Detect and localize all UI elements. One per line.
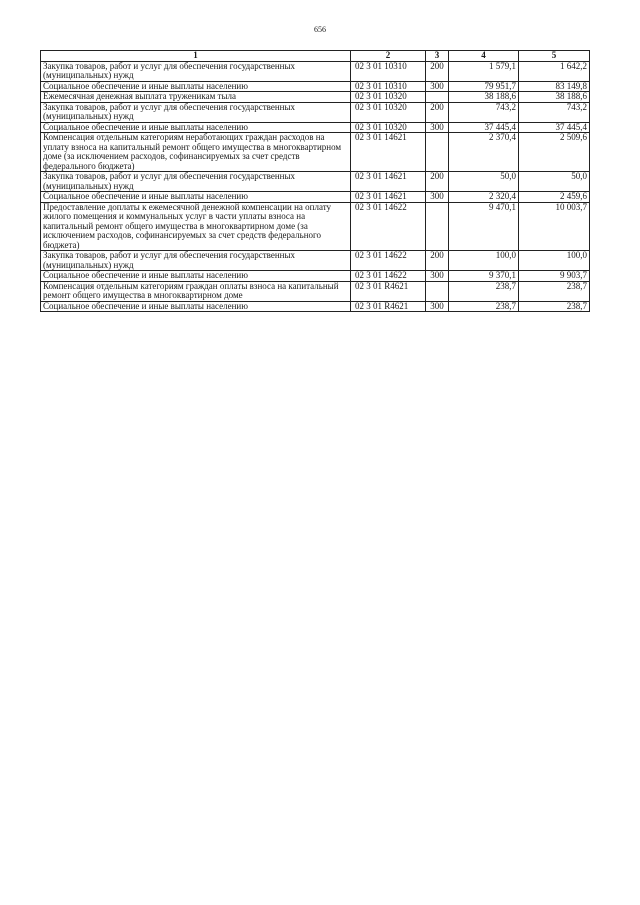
row-expense-type (426, 92, 449, 103)
row-code: 02 3 01 10320 (351, 102, 426, 122)
row-code: 02 3 01 14622 (351, 202, 426, 251)
row-amount-1: 238,7 (449, 301, 519, 312)
row-description: Закупка товаров, работ и услуг для обеспечения государственных (муниципальных) нужд (41, 251, 351, 271)
table-row (41, 202, 590, 251)
row-description: Ежемесячная денежная выплата труженикам тыла (41, 92, 351, 103)
row-code: 02 3 01 14622 (351, 251, 426, 271)
row-amount-1: 2 370,4 (449, 133, 519, 172)
row-expense-type (426, 133, 449, 172)
row-amount-2: 743,2 (519, 102, 590, 122)
table-row (41, 61, 590, 81)
row-description: Предоставление доплаты к ежемесячной денежной компенсации на оплату жилого помещения и коммунальных услуг в части уплаты взноса на капитальный ремонт общего имущества в многоквартирном доме (за исключением расходов, софинансируемых за счет средств федерального бюджета) (41, 202, 351, 251)
row-expense-type (426, 281, 449, 301)
row-expense-type: 200 (426, 102, 449, 122)
row-code: 02 3 01 R4621 (351, 301, 426, 312)
row-description: Закупка товаров, работ и услуг для обеспечения государственных (муниципальных) нужд (41, 102, 351, 122)
row-code: 02 3 01 10310 (351, 81, 426, 92)
row-description: Социальное обеспечение и иные выплаты населению (41, 301, 351, 312)
row-amount-1: 743,2 (449, 102, 519, 122)
row-expense-type (426, 202, 449, 251)
row-amount-1: 38 188,6 (449, 92, 519, 103)
row-amount-1: 9 470,1 (449, 202, 519, 251)
row-description: Социальное обеспечение и иные выплаты населению (41, 271, 351, 282)
table-row (41, 271, 590, 282)
row-expense-type: 300 (426, 301, 449, 312)
page-number: 656 (314, 25, 326, 34)
row-amount-2: 37 445,4 (519, 122, 590, 133)
row-code: 02 3 01 10320 (351, 92, 426, 103)
table-row (41, 281, 590, 301)
row-expense-type: 300 (426, 122, 449, 133)
column-header-5: 5 (519, 51, 590, 62)
row-amount-2: 1 642,2 (519, 61, 590, 81)
row-expense-type: 300 (426, 192, 449, 203)
row-description: Социальное обеспечение и иные выплаты населению (41, 192, 351, 203)
table-row (41, 251, 590, 271)
row-description: Социальное обеспечение и иные выплаты населению (41, 81, 351, 92)
row-amount-1: 1 579,1 (449, 61, 519, 81)
table-row (41, 81, 590, 92)
row-code: 02 3 01 R4621 (351, 281, 426, 301)
row-amount-2: 83 149,8 (519, 81, 590, 92)
row-description: Закупка товаров, работ и услуг для обеспечения государственных (муниципальных) нужд (41, 61, 351, 81)
row-amount-2: 9 903,7 (519, 271, 590, 282)
row-description: Компенсация отдельным категориям неработающих граждан расходов на уплату взноса на капитальный ремонт общего имущества в многоквартирном доме (за исключением расходов, софинансируемых за счет средств федерального бюджета) (41, 133, 351, 172)
row-expense-type: 300 (426, 271, 449, 282)
row-amount-1: 100,0 (449, 251, 519, 271)
budget-table-container (40, 50, 589, 312)
table-header-row (41, 51, 590, 62)
row-amount-1: 50,0 (449, 172, 519, 192)
row-amount-1: 9 370,1 (449, 271, 519, 282)
column-header-4: 4 (449, 51, 519, 62)
budget-table (40, 50, 590, 312)
table-row (41, 172, 590, 192)
row-code: 02 3 01 14621 (351, 172, 426, 192)
table-row (41, 102, 590, 122)
row-amount-2: 10 003,7 (519, 202, 590, 251)
row-amount-2: 100,0 (519, 251, 590, 271)
row-expense-type: 200 (426, 251, 449, 271)
row-amount-2: 238,7 (519, 281, 590, 301)
table-row (41, 122, 590, 133)
row-code: 02 3 01 10320 (351, 122, 426, 133)
row-code: 02 3 01 14621 (351, 192, 426, 203)
row-amount-2: 2 459,6 (519, 192, 590, 203)
row-description: Закупка товаров, работ и услуг для обеспечения государственных (муниципальных) нужд (41, 172, 351, 192)
table-row (41, 133, 590, 172)
row-amount-2: 50,0 (519, 172, 590, 192)
row-amount-1: 2 320,4 (449, 192, 519, 203)
row-amount-1: 238,7 (449, 281, 519, 301)
row-amount-1: 79 951,7 (449, 81, 519, 92)
column-header-2: 2 (351, 51, 426, 62)
table-row (41, 92, 590, 103)
row-description: Компенсация отдельным категориям граждан оплаты взноса на капитальный ремонт общего имущества в многоквартирном доме (41, 281, 351, 301)
table-row (41, 301, 590, 312)
row-amount-2: 38 188,6 (519, 92, 590, 103)
row-expense-type: 200 (426, 61, 449, 81)
row-description: Социальное обеспечение и иные выплаты населению (41, 122, 351, 133)
row-code: 02 3 01 14622 (351, 271, 426, 282)
row-expense-type: 300 (426, 81, 449, 92)
row-amount-2: 238,7 (519, 301, 590, 312)
row-expense-type: 200 (426, 172, 449, 192)
row-code: 02 3 01 14621 (351, 133, 426, 172)
row-amount-2: 2 509,6 (519, 133, 590, 172)
table-row (41, 192, 590, 203)
column-header-3: 3 (426, 51, 449, 62)
row-amount-1: 37 445,4 (449, 122, 519, 133)
column-header-1: 1 (41, 51, 351, 62)
row-code: 02 3 01 10310 (351, 61, 426, 81)
